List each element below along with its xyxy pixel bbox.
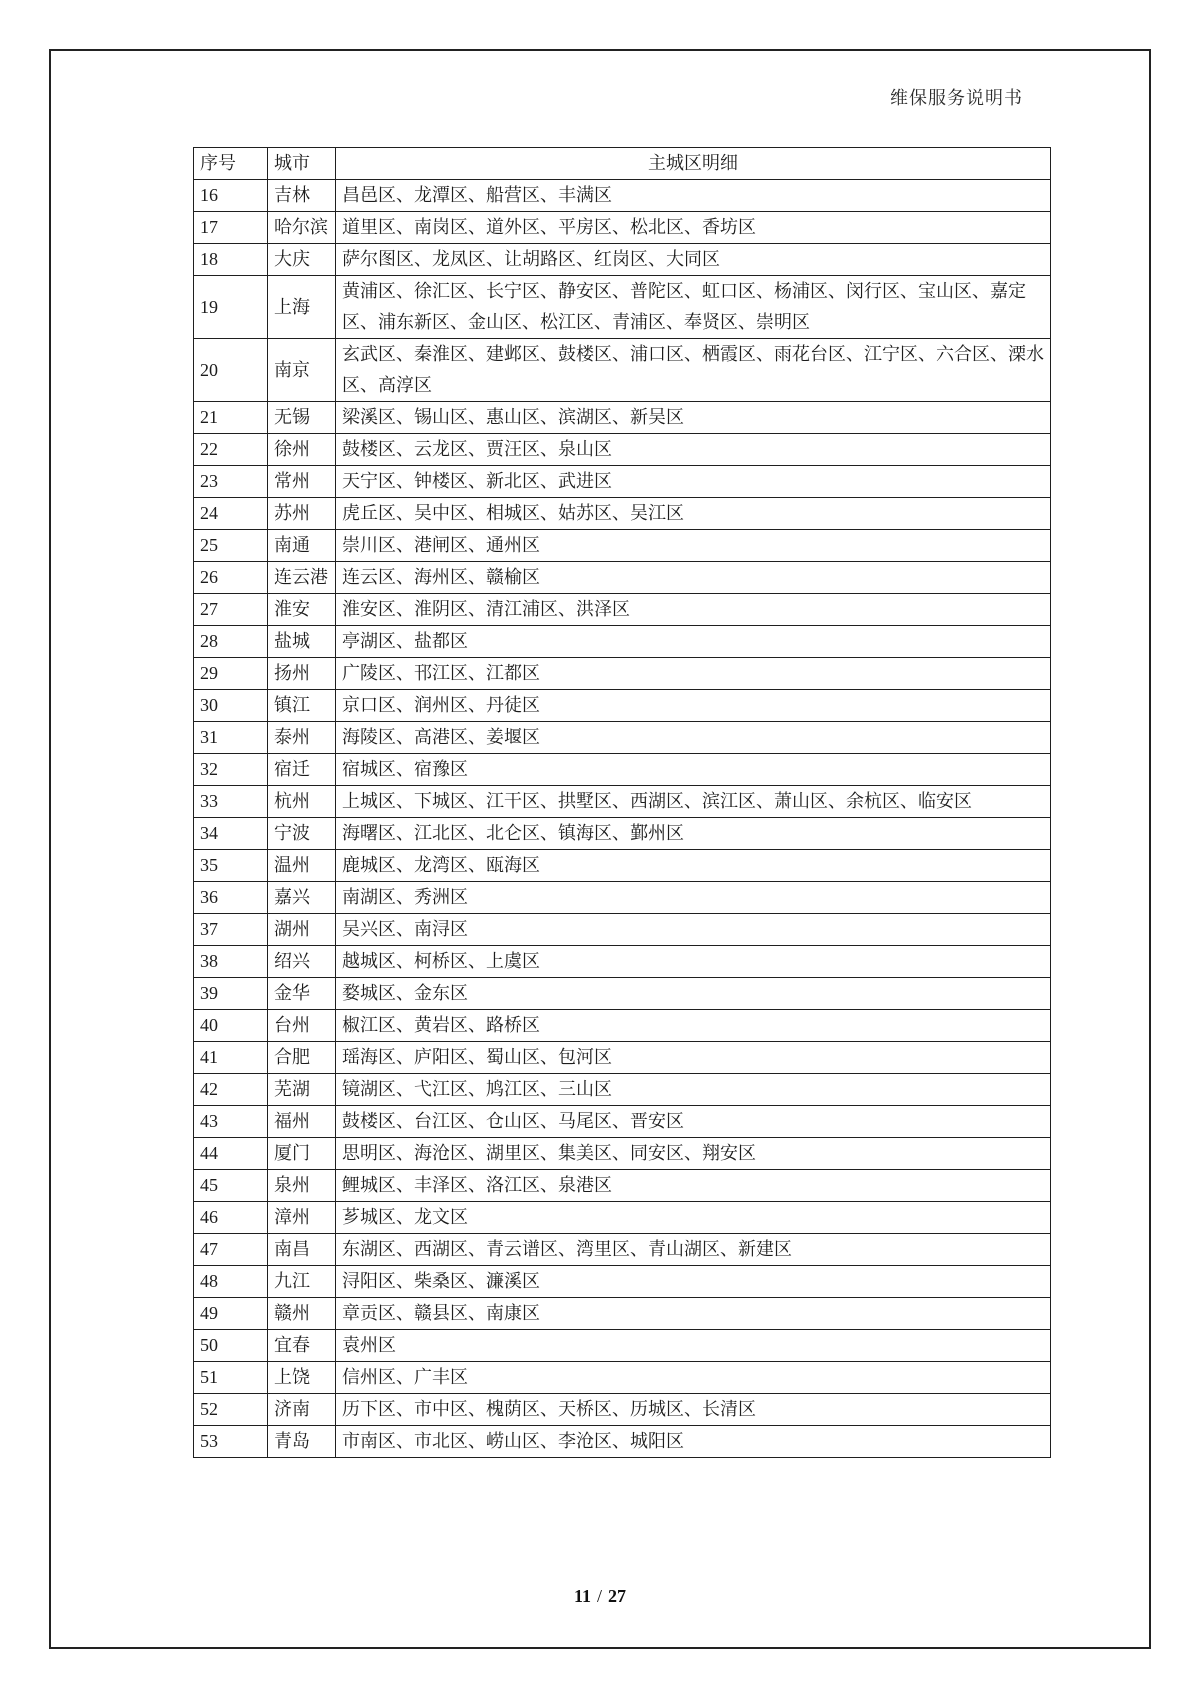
row-city: 连云港 [268,562,336,594]
table-row [194,1426,1051,1458]
row-districts: 上城区、下城区、江干区、拱墅区、西湖区、滨江区、萧山区、余杭区、临安区 [336,786,1051,818]
row-number: 18 [194,244,268,276]
table-row [194,818,1051,850]
row-districts: 镜湖区、弋江区、鸠江区、三山区 [336,1074,1051,1106]
row-districts: 京口区、润州区、丹徒区 [336,690,1051,722]
row-number: 30 [194,690,268,722]
row-districts: 道里区、南岗区、道外区、平房区、松北区、香坊区 [336,212,1051,244]
row-number: 37 [194,914,268,946]
row-number: 23 [194,466,268,498]
row-number: 42 [194,1074,268,1106]
table-row [194,1170,1051,1202]
row-number: 34 [194,818,268,850]
page-number [0,1586,1200,1607]
table-row [194,244,1051,276]
row-number: 21 [194,402,268,434]
row-districts: 连云区、海州区、赣榆区 [336,562,1051,594]
row-city: 宜春 [268,1330,336,1362]
table-row [194,850,1051,882]
row-districts: 袁州区 [336,1330,1051,1362]
table-row [194,562,1051,594]
row-districts: 梁溪区、锡山区、惠山区、滨湖区、新吴区 [336,402,1051,434]
row-city: 南通 [268,530,336,562]
row-number: 17 [194,212,268,244]
row-city: 南昌 [268,1234,336,1266]
row-districts: 芗城区、龙文区 [336,1202,1051,1234]
row-number: 49 [194,1298,268,1330]
table-row [194,1330,1051,1362]
row-number: 40 [194,1010,268,1042]
row-districts: 思明区、海沧区、湖里区、集美区、同安区、翔安区 [336,1138,1051,1170]
row-number: 41 [194,1042,268,1074]
row-districts: 吴兴区、南浔区 [336,914,1051,946]
row-city: 徐州 [268,434,336,466]
row-districts: 海陵区、高港区、姜堰区 [336,722,1051,754]
row-number: 51 [194,1362,268,1394]
table-row [194,1106,1051,1138]
row-city: 台州 [268,1010,336,1042]
table-row [194,754,1051,786]
table-row [194,1234,1051,1266]
row-number: 43 [194,1106,268,1138]
row-city: 扬州 [268,658,336,690]
row-districts: 市南区、市北区、崂山区、李沧区、城阳区 [336,1426,1051,1458]
table-row [194,466,1051,498]
row-districts: 天宁区、钟楼区、新北区、武进区 [336,466,1051,498]
row-districts: 信州区、广丰区 [336,1362,1051,1394]
table-row [194,402,1051,434]
table-row [194,946,1051,978]
row-city: 常州 [268,466,336,498]
row-city: 温州 [268,850,336,882]
row-city: 无锡 [268,402,336,434]
row-city: 宁波 [268,818,336,850]
row-number: 33 [194,786,268,818]
row-number: 44 [194,1138,268,1170]
table-row [194,498,1051,530]
row-number: 22 [194,434,268,466]
page-number-total: 27 [608,1586,627,1606]
row-city: 泰州 [268,722,336,754]
table-row [194,1138,1051,1170]
row-number: 27 [194,594,268,626]
table-row [194,594,1051,626]
city-districts-table [193,147,1051,1458]
row-city: 厦门 [268,1138,336,1170]
row-districts: 章贡区、赣县区、南康区 [336,1298,1051,1330]
row-number: 19 [194,276,268,339]
table-row [194,180,1051,212]
row-districts: 淮安区、淮阴区、清江浦区、洪泽区 [336,594,1051,626]
row-city: 湖州 [268,914,336,946]
row-districts: 亭湖区、盐都区 [336,626,1051,658]
row-city: 芜湖 [268,1074,336,1106]
table-row [194,978,1051,1010]
table-header-row [194,148,1051,180]
row-number: 35 [194,850,268,882]
row-city: 金华 [268,978,336,1010]
table-row [194,882,1051,914]
row-city: 嘉兴 [268,882,336,914]
row-number: 53 [194,1426,268,1458]
row-city: 济南 [268,1394,336,1426]
row-districts: 黄浦区、徐汇区、长宁区、静安区、普陀区、虹口区、杨浦区、闵行区、宝山区、嘉定区、浦东新区、金山区、松江区、青浦区、奉贤区、崇明区 [336,276,1051,339]
row-districts: 玄武区、秦淮区、建邺区、鼓楼区、浦口区、栖霞区、雨花台区、江宁区、六合区、溧水区、高淳区 [336,339,1051,402]
row-districts: 鼓楼区、云龙区、贾汪区、泉山区 [336,434,1051,466]
table-row [194,914,1051,946]
row-districts: 萨尔图区、龙凤区、让胡路区、红岗区、大同区 [336,244,1051,276]
row-city: 合肥 [268,1042,336,1074]
column-header-city: 城市 [268,148,336,180]
table-row [194,1042,1051,1074]
row-number: 38 [194,946,268,978]
row-number: 25 [194,530,268,562]
row-number: 20 [194,339,268,402]
table-row [194,1202,1051,1234]
row-city: 苏州 [268,498,336,530]
table-row [194,1074,1051,1106]
table-row [194,658,1051,690]
table-row [194,626,1051,658]
row-city: 漳州 [268,1202,336,1234]
row-districts: 鲤城区、丰泽区、洛江区、泉港区 [336,1170,1051,1202]
row-number: 47 [194,1234,268,1266]
table-row [194,212,1051,244]
column-header-serial: 序号 [194,148,268,180]
row-districts: 南湖区、秀洲区 [336,882,1051,914]
row-districts: 广陵区、邗江区、江都区 [336,658,1051,690]
row-city: 上海 [268,276,336,339]
row-city: 吉林 [268,180,336,212]
row-city: 杭州 [268,786,336,818]
row-districts: 历下区、市中区、槐荫区、天桥区、历城区、长清区 [336,1394,1051,1426]
table-row [194,1298,1051,1330]
row-number: 31 [194,722,268,754]
row-city: 福州 [268,1106,336,1138]
table-row [194,530,1051,562]
row-city: 泉州 [268,1170,336,1202]
row-number: 32 [194,754,268,786]
row-districts: 虎丘区、吴中区、相城区、姑苏区、吴江区 [336,498,1051,530]
row-city: 淮安 [268,594,336,626]
row-districts: 瑶海区、庐阳区、蜀山区、包河区 [336,1042,1051,1074]
row-districts: 浔阳区、柴桑区、濂溪区 [336,1266,1051,1298]
row-number: 28 [194,626,268,658]
row-number: 48 [194,1266,268,1298]
row-districts: 越城区、柯桥区、上虞区 [336,946,1051,978]
row-number: 52 [194,1394,268,1426]
row-city: 镇江 [268,690,336,722]
row-number: 45 [194,1170,268,1202]
row-number: 24 [194,498,268,530]
row-city: 九江 [268,1266,336,1298]
row-city: 南京 [268,339,336,402]
row-districts: 鹿城区、龙湾区、瓯海区 [336,850,1051,882]
row-number: 36 [194,882,268,914]
row-city: 赣州 [268,1298,336,1330]
row-city: 盐城 [268,626,336,658]
row-districts: 崇川区、港闸区、通州区 [336,530,1051,562]
row-districts: 婺城区、金东区 [336,978,1051,1010]
row-districts: 宿城区、宿豫区 [336,754,1051,786]
row-city: 上饶 [268,1362,336,1394]
row-districts: 海曙区、江北区、北仑区、镇海区、鄞州区 [336,818,1051,850]
row-districts: 椒江区、黄岩区、路桥区 [336,1010,1051,1042]
row-city: 大庆 [268,244,336,276]
table-row [194,690,1051,722]
table-row [194,276,1051,339]
page-number-current: 11 [573,1586,591,1606]
column-header-districts: 主城区明细 [336,148,1051,180]
row-city: 绍兴 [268,946,336,978]
row-districts: 昌邑区、龙潭区、船营区、丰满区 [336,180,1051,212]
row-number: 26 [194,562,268,594]
row-number: 50 [194,1330,268,1362]
row-number: 29 [194,658,268,690]
row-number: 39 [194,978,268,1010]
table-row [194,1394,1051,1426]
table-row [194,1362,1051,1394]
row-city: 青岛 [268,1426,336,1458]
table-row [194,1010,1051,1042]
table-row [194,1266,1051,1298]
table-body [194,180,1051,1458]
row-number: 46 [194,1202,268,1234]
row-number: 16 [194,180,268,212]
row-districts: 鼓楼区、台江区、仓山区、马尾区、晋安区 [336,1106,1051,1138]
page-number-separator: / [597,1586,603,1606]
row-city: 哈尔滨 [268,212,336,244]
table-row [194,339,1051,402]
row-districts: 东湖区、西湖区、青云谱区、湾里区、青山湖区、新建区 [336,1234,1051,1266]
table-row [194,722,1051,754]
row-city: 宿迁 [268,754,336,786]
document-header-title: 维保服务说明书 [890,88,1023,108]
table-row [194,786,1051,818]
table-row [194,434,1051,466]
